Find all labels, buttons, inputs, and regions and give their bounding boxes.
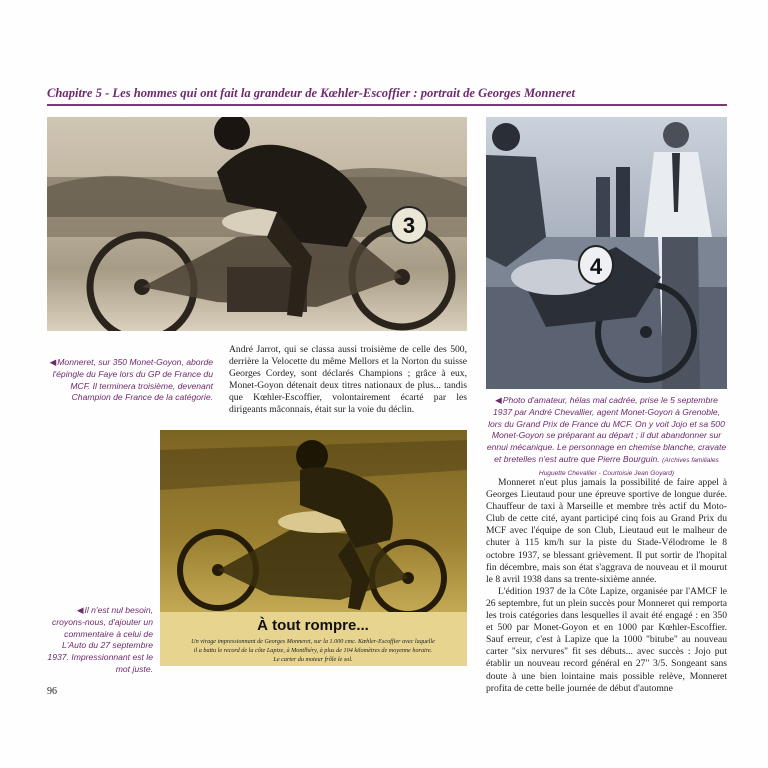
chapter-title: Chapitre 5 - Les hommes qui ont fait la grandeur de Kœhler-Escoffier : portrait de Georges Monneret: [47, 86, 576, 100]
caption-arrow-icon: ◀: [76, 605, 84, 615]
caption-2-credit: (Archives familiales Huguette Chevallier - Courtoisie Jean Goyard): [538, 456, 719, 477]
race-number-4: 4: [589, 254, 603, 279]
photo-lauto-clipping-image: [160, 430, 467, 666]
photo-monneret-350: [47, 117, 467, 331]
photo-jojo-500: [486, 117, 727, 389]
body-text-right-column: [486, 477, 727, 695]
page-number: 96: [47, 686, 57, 697]
caption-arrow-icon: ◀: [495, 395, 502, 405]
caption-3-text: Il n'est nul besoin, croyons-nous, d'ajouter un commentaire à celui de L'Auto du 27 septembre 1937. Impressionnant est le mot juste.: [47, 605, 153, 674]
chapter-rule: [47, 104, 727, 106]
clipping-text-line-2: il a battu le record de la côte Lapize, à Montlhéry, à plus de 104 kilomètres de moyenne horaire.: [193, 647, 433, 654]
caption-photo-3: [47, 605, 153, 676]
body-paragraph-cote-lapize: L'édition 1937 de la Côte Lapize, organisée par l'AMCF le 26 septembre, fut un plein succès pour Monneret qui remporta les trois catégories dans lesquelles il avait été engagé : en 350 et 500 par Monet-Goyon et en 1000 par Kœhler-Escoffier. Sauf erreur, c'est à Lapize que la 1000 "bitube" au nouveau carter "six nervures" fit ses débuts... avec succès : Jojo put établir un nouveau record général en 27" 3/5. Songeant sans doute à une bien lointaine mais possible relève, Monneret profita de cette belle journée de début d'automne: [486, 585, 727, 694]
photo-lauto-clipping: [160, 430, 467, 666]
caption-photo-2: [486, 395, 727, 480]
race-number-3: 3: [402, 213, 416, 238]
body-text-block-1: [229, 344, 467, 417]
clipping-text-line-1: Un virage impressionnant de Georges Monneret, sur la 1.000 cmc. Kœhler-Escoffier avec laquelle: [191, 638, 435, 645]
caption-photo-1: [47, 357, 213, 404]
photo-monneret-350-image: [47, 117, 467, 331]
body-paragraph-1: André Jarrot, qui se classa aussi troisième de celle des 500, derrière la Velocette du même Mellors et la Norton du suisse Georges Cordey, sont déclarés Champions ; grâce à eux, Monet-Goyon détenait deux titres nationaux de plus... tandis que Kœhler-Escoffier, volontairement écarté par les dirigeants mâconnais, était sur la voie du déclin.: [229, 344, 467, 416]
caption-arrow-icon: ◀: [49, 357, 57, 367]
caption-1-text: Monneret, sur 350 Monet-Goyon, aborde l'épingle du Faye lors du GP de France du MCF. Il terminera troisième, devenant Champion de France de la catégorie.: [52, 357, 213, 403]
body-paragraph-lieutaud: Monneret n'eut plus jamais la possibilité de faire appel à Georges Lieutaud pour une épreuve sportive de longue durée. Chauffeur de taxi à Marseille et membre très actif du Moto-Club de cette cité, ayant participé cinq fois au Grand Prix du MCF avec l'équipe de son Club, Lieutaud eut le malheur de chuter à 115 km/h sur la piste du Stade-Vélodrome le 8 octobre 1937, se blessant grièvement. Il put sortir de l'hopital fin décembre, mais son état s'aggrava de nouveau et il mourut le 8 avril 1938 dans sa trente-sixième année.: [486, 477, 727, 585]
clipping-headline: À tout rompre...: [257, 617, 369, 634]
clipping-text-line-3: Le carter du moteur frôle le sol.: [273, 656, 353, 663]
caption-2-text: Photo d'amateur, hélas mal cadrée, prise le 5 septembre 1937 par André Chevallier, agent Monet-Goyon à Grenoble, lors du Grand Prix de France du MCF. On y voit Jojo et sa 500 Monet-Goyon se préparant au départ ; il dut abandonner sur ennui mécanique. Le personnage en chemise blanche, cravate et bretelles n'est autre que Pierre Bourguin.: [486, 395, 727, 464]
photo-jojo-500-image: [486, 117, 727, 389]
